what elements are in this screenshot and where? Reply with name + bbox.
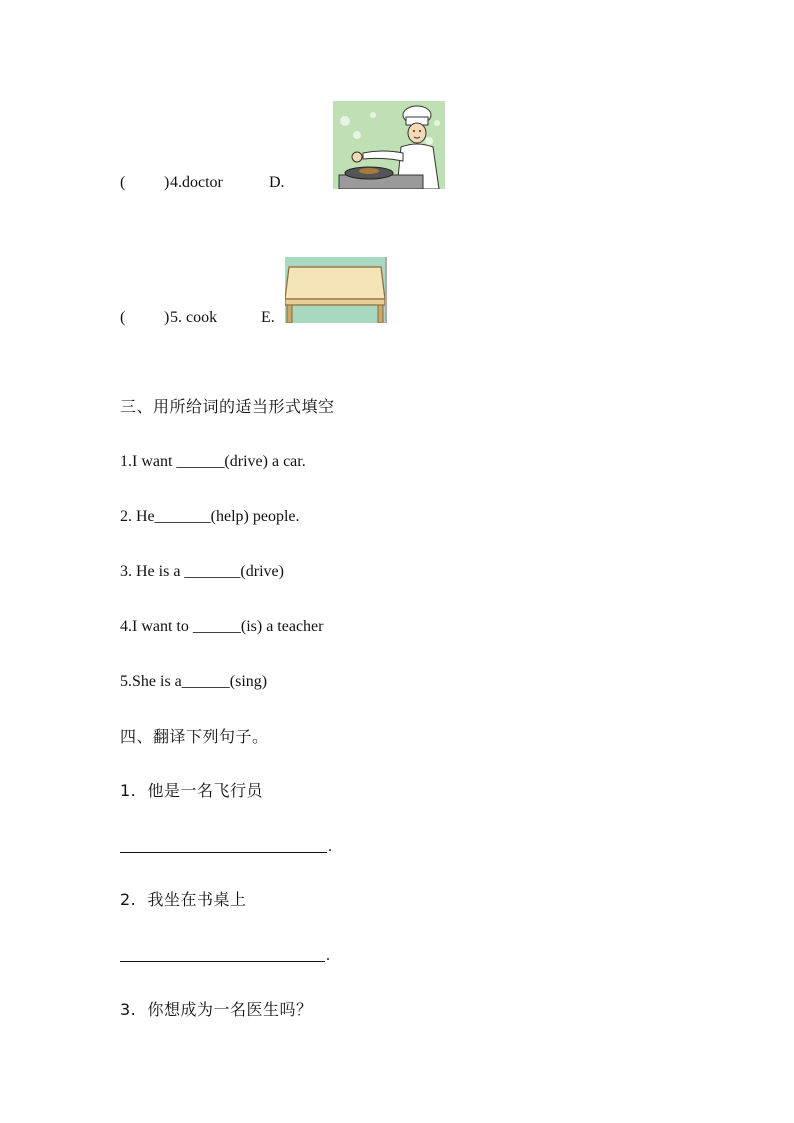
fill-blank-item-4: 4.I want to ______(is) a teacher [120,618,324,635]
section4-title: 四、翻译下列句子。 [120,727,269,746]
chef-cooking-picture [333,101,445,189]
matching-letter: D. [269,174,285,191]
answer-paren-open: ( [120,174,126,191]
answer-line-period: . [328,838,332,855]
section3-title: 三、用所给词的适当形式填空 [120,397,335,416]
fill-blank-item-1: 1.I want ______(drive) a car. [120,453,306,470]
answer-line-2[interactable] [120,946,340,966]
matching-word: 5. cook [170,309,218,326]
matching-letter: E. [261,309,275,326]
translate-item-1: 1. 他是一名飞行员 [120,781,263,800]
answer-paren-close: ) [164,309,170,326]
answer-paren-open: ( [120,309,126,326]
answer-paren-close: ) [164,174,170,191]
answer-line-1[interactable] [120,837,340,857]
translate-item-3: 3. 你想成为一名医生吗？ [120,1000,313,1019]
fill-blank-item-3: 3. He is a _______(drive) [120,563,284,580]
matching-item-5 [120,308,275,328]
fill-blank-item-2: 2. He_______(help) people. [120,508,300,525]
translate-item-2: 2. 我坐在书桌上 [120,890,247,909]
fill-blank-item-5: 5.She is a______(sing) [120,673,268,690]
matching-word: 4.doctor [170,174,223,191]
answer-line-period: . [326,947,330,964]
desk-picture [285,257,389,323]
matching-item-4 [120,173,285,193]
